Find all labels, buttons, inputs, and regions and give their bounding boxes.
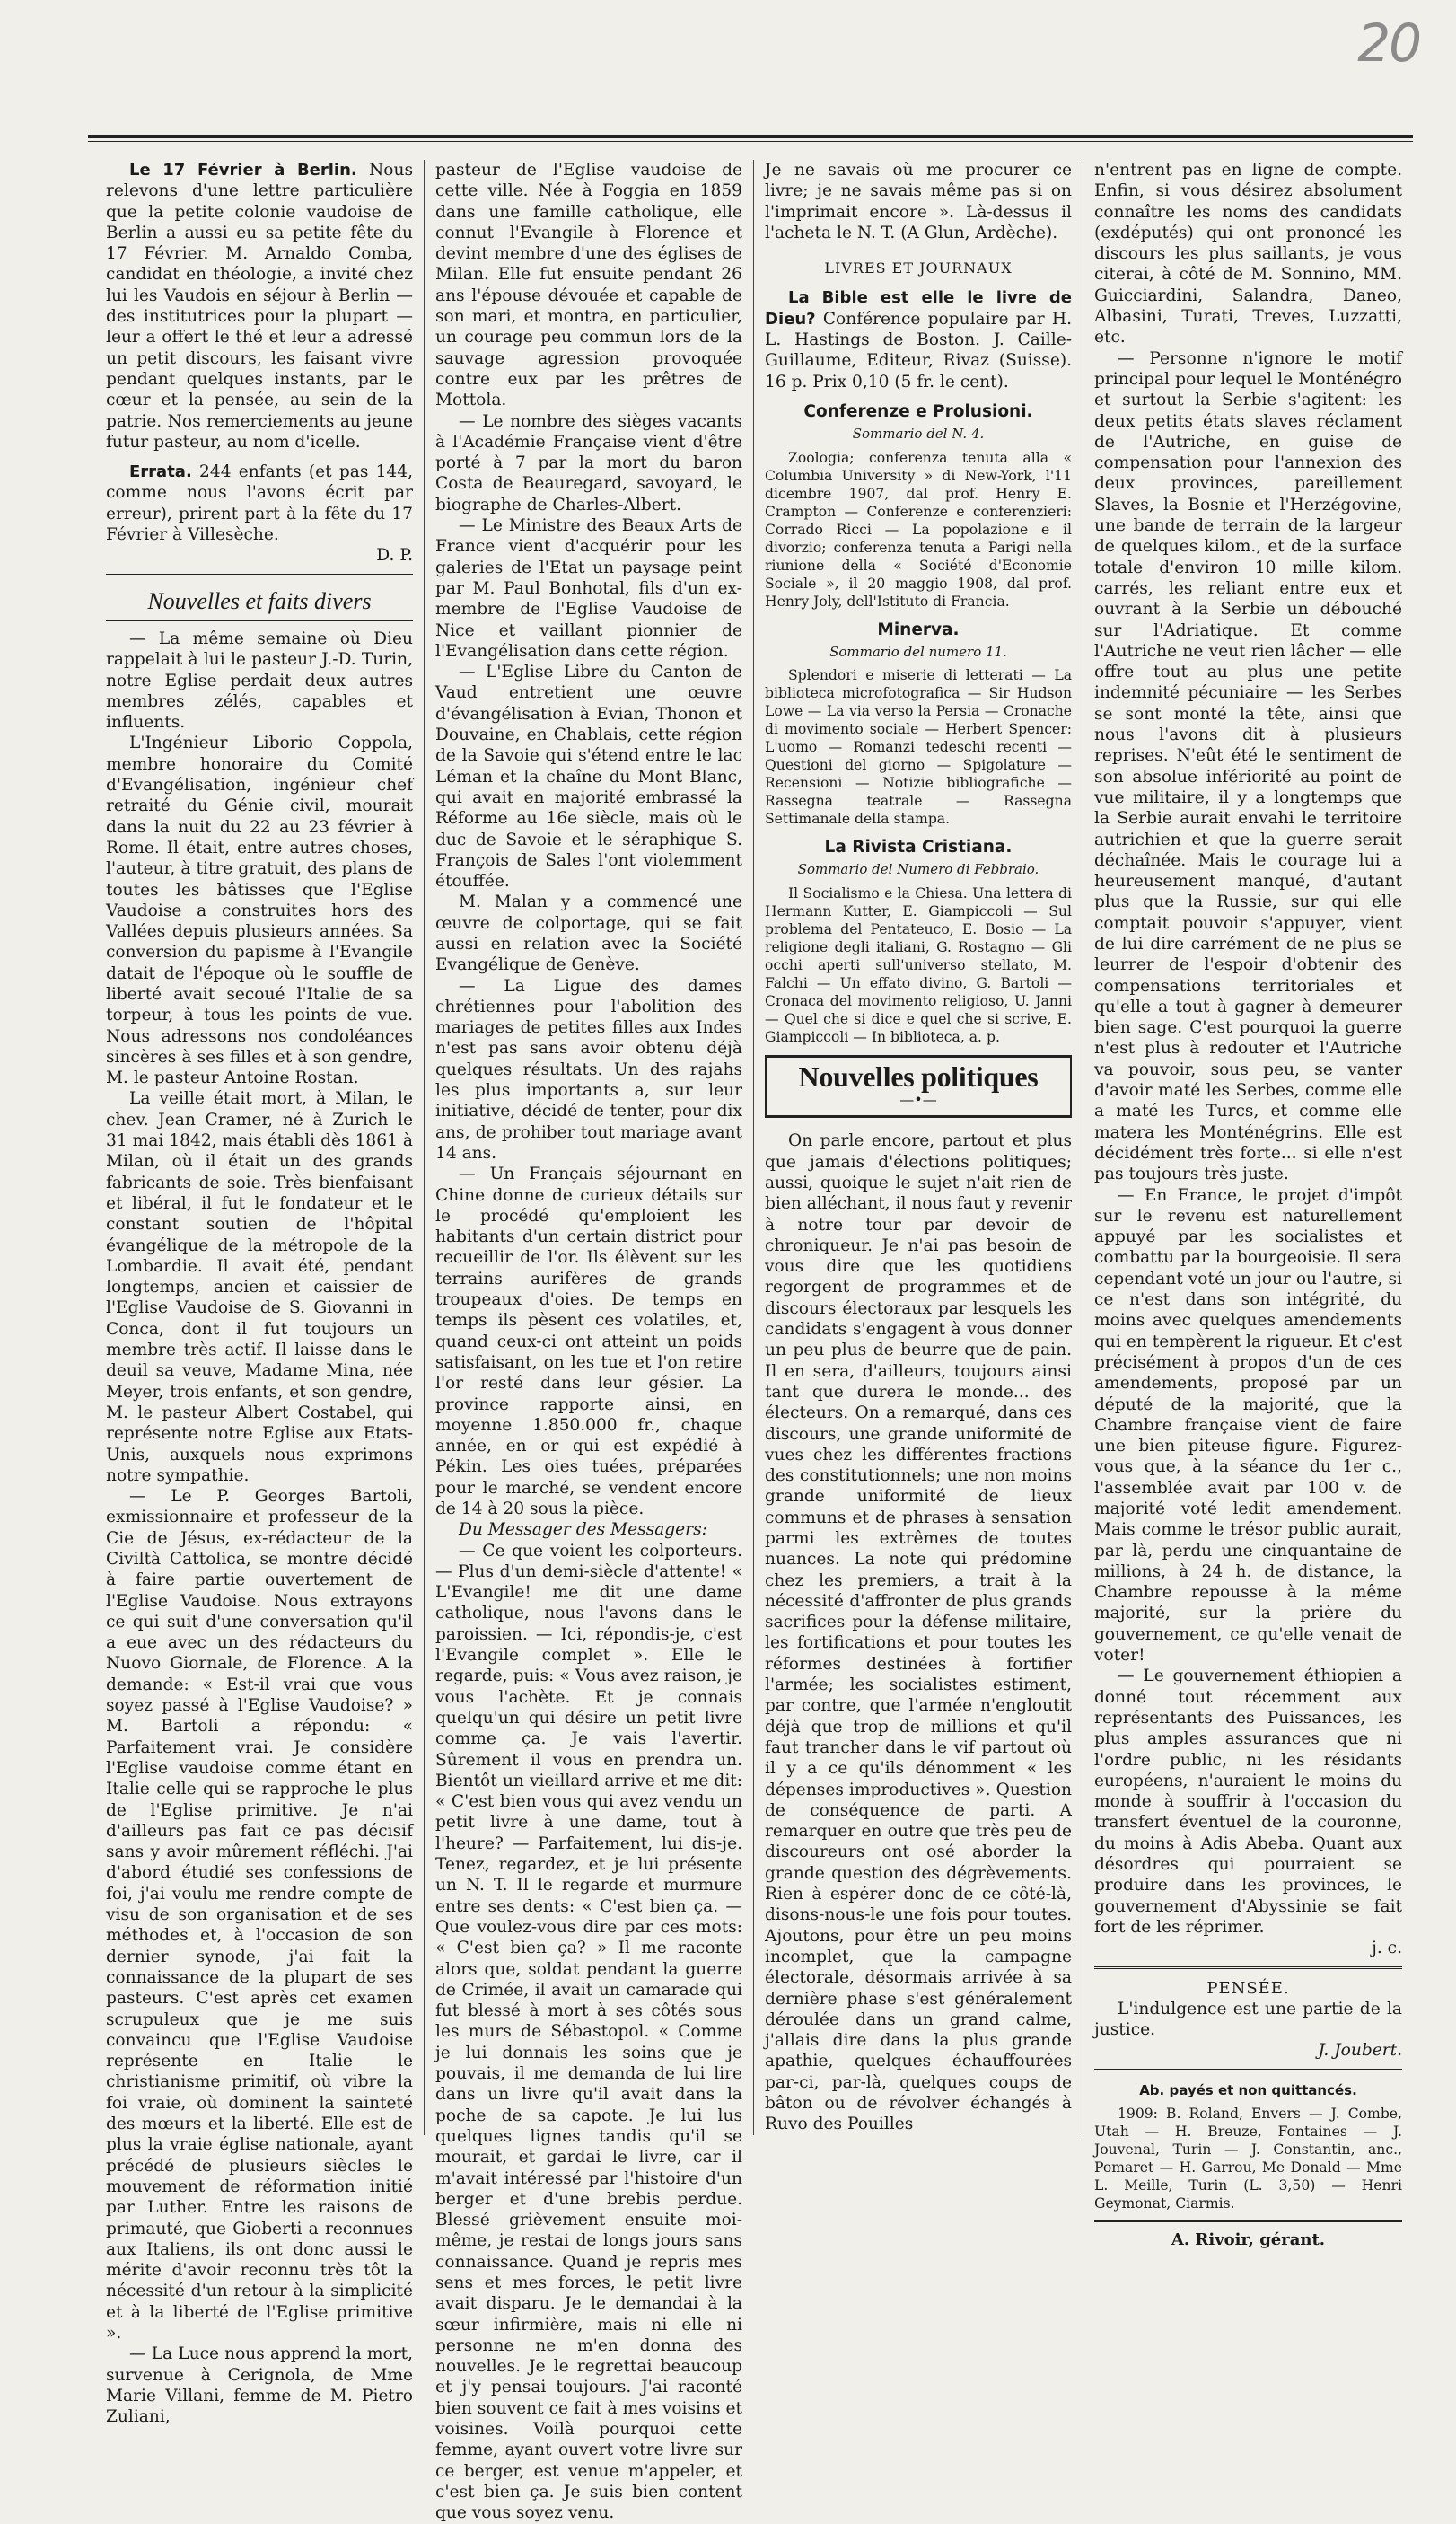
column-2 — [425, 160, 754, 2523]
abonnements-body: 1909: B. Roland, Envers — J. Combe, Utah — H. Breuze, Fontaines — J. Jouvenal, Turin — J. Constantin, anc., Pomaret — H. Garrou, Me Donald — Mme L. Meille, Turin (L. 3,50) — Henri Geymonat, Ciarmis. — [1094, 2106, 1402, 2212]
newspaper-columns — [95, 160, 1413, 2523]
news-item: — Le Ministre des Beaux Arts de France vient d'acquérir pour les galeries de l'Etat un paysage peint par M. Paul Bonhotal, fils d'un ex-membre de l'Eglise Vaudoise de Nice et vaillant pionnier de l'Evangélisation dans cette région. — [435, 516, 742, 661]
news-item: — Le gouvernement éthiopien a donné tout récemment aux représentants des Puissances, les plus amples assurances que ni l'ordre public, ni les résidants européens, n'auraient le moins du monde à souffrir à l'occasion du transfert éventuel de la couronne, du moins à Adis Abeba. Quant aux désordres qui pourraient se produire dans les provinces, le gouvernement d'Abyssinie se fait fort de les réprimer. — [1094, 1667, 1402, 1937]
abonnements-heading: Ab. payés et non quittancés. — [1139, 2081, 1357, 2098]
errata-body: 244 enfants (et pas 144, comme nous l'avons écrit par erreur), prirent part à la fête du 17 Février à Villesèche. — [106, 462, 413, 545]
news-item: n'entrent pas en ligne de compte. Enfin, si vous désirez absolument connaître les noms des candidats (exdéputés) qui ont prononcé les discours les plus saillants, je vous citerai, à côté de M. Sonnino, MM. Guicciardini, Salandra, Daneo, Albasini, Turati, Treves, Luzzatti, etc. — [1094, 161, 1402, 347]
politiques-body: On parle encore, partout et plus que jamais d'élections politiques; aussi, quoique le sujet n'ait rien de bien alléchant, il nous faut y revenir à notre tour par devoir de chroniqueur. Je n'ai pas besoin de vous dire que les quotidiens regorgent de programmes et de discours électoraux par lesquels les candidats s'engagent à vous donner un peu plus de beurre que de pain. Il en sera, d'ailleurs, toujours ainsi tant que durera le monde... des électeurs. On a remarqué, dans ces discours, une grande uniformité de vues chez les différentes fractions des constitutionnels; une non moins grande uniformité de lieux communs et de phrases à sensation parmi les extrêmes de toutes nuances. La note qui prédomine chez les premiers, a trait à la nécessité d'affronter de plus grands sacrifices pour la défense militaire, les fortifications et pour toutes les réformes destinées à fortifier l'armée; les socialistes estiment, par contre, que l'armée n'engloutit déjà que trop de millions et qu'il faut trancher dans le vif partout où il y a ce qu'ils dénomment « les dépenses improductives ». Question de conséquence de parti. A remarquer en outre que très peu de discoureurs ont osé aborder la grande question des dégrèvements. Rien à espérer donc de ce côté-là, disons-nous-le une fois pour toutes. Ajoutons, pour être un peu moins incomplet, que la campagne électorale, désormais arrivée à sa dernière phase s'est généralement déroulée dans un grand calme, j'allais dire dans la plus grande apathie, quelques échauffourées par-ci, par-là, quelques coups de bâton ou de révolver échangés à Ruvo des Pouilles — [765, 1131, 1072, 2134]
section-divider — [1094, 2069, 1402, 2071]
livres-journaux-heading: LIVRES ET JOURNAUX — [824, 259, 1013, 277]
pensee-heading: PENSÉE. — [1206, 1978, 1290, 1998]
errata-headline: Errata. — [129, 462, 192, 482]
minerva-subtitle: Sommario del numero 11. — [829, 643, 1007, 660]
politiques-title: Nouvelles politiques — [798, 1060, 1039, 1093]
news-item: Du Messager des Messagers: — [459, 1520, 707, 1540]
news-item: pasteur de l'Eglise vaudoise de cette ville. Née à Foggia en 1859 dans une famille catholique, elle connut l'Evangile à Florence et devint membre d'une des églises de Milan. Elle fut ensuite pendant 26 ans l'épouse dévouée et capable de son mari, et montra, en particulier, un courage peu commun lors de la sauvage agression provoquée contre eux par les prêtres de Mottola. — [435, 161, 742, 410]
news-item: — Le P. Georges Bartoli, exmissionnaire et professeur de la Cie de Jésus, ex-rédacteur de la Civiltà Cattolica, se montre décidé à faire partie ouvertement de l'Eglise Vaudoise. Nous extrayons ce qui suit d'une conversation qu'il a eue avec un des rédacteurs du Nuovo Giornale, de Florence. A la demande: « Est-il vrai que vous soyez passé à l'Eglise Vaudoise? » M. Bartoli a répondu: « Parfaitement vrai. Je considère l'Eglise vaudoise comme étant en Italie celle qui se rapproche le plus de l'Eglise primitive. Je n'ai d'ailleurs pas fait ce pas décisif sans y avoir mûrement réfléchi. J'ai d'abord étudié ses confessions de foi, j'ai voulu me rendre compte de visu de son organisation et de ses méthodes et, à l'occasion de son dernier synode, j'ai fait la connaissance de la plupart de ses pasteurs. C'est après cet examen scrupuleux que je me suis convaincu que l'Eglise Vaudoise représente en Italie le christianisme primitif, où vibre la foi vraie, où dominent la sainteté des mœurs et la liberté. Elle est de plus la vraie église nationale, ayant précédé de plusieurs siècles le mouvement de réformation initié par Luther. Entre les raisons de primauté, que Gioberti a reconnues aux Italiens, ils ont donc aussi le mérite d'avoir reconnu très tôt la nécessité d'un retour à la simplicité et à la liberté de l'Eglise primitive ». — [106, 1487, 413, 2343]
news-item: La veille était mort, à Milan, le chev. Jean Cramer, né à Zurich le 31 mai 1842, mais établi dès 1861 à Milan, où il était un des grands fabricants de soie. Très bienfaisant et libéral, il fut le fondateur et le constant soutien de l'hôpital évangélique de la métropole de la Lombardie. Il avait été, pendant longtemps, ancien et caissier de l'Eglise Vaudoise de S. Giovanni in Conca, dont il fut toujours un membre très actif. Il laisse dans le deuil sa veuve, Madame Mina, née Meyer, trois enfants, et son gendre, M. le pasteur Albert Costabel, qui représente notre Eglise aux Etats-Unis, auxquels nous exprimons notre sympathie. — [106, 1089, 413, 1485]
berlin-headline: Le 17 Février à Berlin. — [129, 161, 357, 180]
article-signature: j. c. — [1372, 1939, 1402, 1958]
rivista-subtitle: Sommario del Numero di Febbraio. — [797, 861, 1039, 878]
minerva-body: Splendori e miserie di letterati — La biblioteca microfotografica — Sir Hudson Lowe — La via verso la Persia — Cronache di movimento sociale — Herbert Spencer: L'uomo — Romanzi tedeschi recenti — Questioni del giorno — Spigolature — Recensioni — Notizie bibliografiche — Rassegna teatrale — Rassegna Settimanale della stampa. — [765, 667, 1072, 828]
rivista-title: La Rivista Cristiana. — [824, 838, 1013, 857]
news-item: M. Malan y a commencé une œuvre de colportage, qui se fait aussi en relation avec la Société Evangélique de Genève. — [435, 893, 742, 975]
news-item: — La Luce nous apprend la mort, survenue à Cerignola, de Mme Marie Villani, femme de M. Pietro Zuliani, — [106, 2344, 413, 2427]
pensee-body: L'indulgence est une partie de la justice. — [1094, 1999, 1402, 2040]
news-item: — Le nombre des sièges vacants à l'Académie Française vient d'être porté à 7 par la mort du baron Costa de Beauregard, savoyard, le biographe de Charles-Albert. — [435, 411, 742, 514]
bible-body: Conférence populaire par H. L. Hastings de Boston. J. Caille-Guillaume, Editeur, Rivaz (Suisse). 16 p. Prix 0,10 (5 fr. le cent). — [765, 309, 1072, 391]
section-divider — [1094, 2220, 1402, 2222]
conferenze-subtitle: Sommario del N. 4. — [852, 426, 985, 443]
column-3 — [754, 160, 1083, 2135]
minerva-title: Minerva. — [877, 620, 960, 639]
pensee-signature: J. Joubert. — [1318, 2041, 1402, 2061]
section-divider — [106, 620, 413, 621]
conferenze-title: Conferenze e Prolusioni. — [803, 401, 1033, 421]
page-number: 20 — [1357, 13, 1420, 74]
ornament-divider: —•— — [899, 1091, 937, 1109]
news-item: — En France, le projet d'impôt sur le revenu est naturellement appuyé par les socialistes et combattu par la bourgeoisie. Il sera cependant voté un jour ou l'autre, si ce n'est dans son intégrité, du moins avec quelques amendements qui en tempèrent la rigueur. Et c'est précisément à propos d'un de ces amendements, proposé par un député de la majorité, que la Chambre française vient de faire une bien piteuse figure. Figurez-vous que, à la séance du 1er c., l'assemblée avait par 100 v. de majorité voté ledit amendement. Mais comme le trésor public aurait, par là, perdu une cinquantaine de millions, à 24 h. de distance, la Chambre repousse à la même majorité, sur la prière du gouvernement, ce qu'elle venait de voter! — [1094, 1185, 1402, 1666]
top-rule — [88, 135, 1413, 142]
berlin-body: Nous relevons d'une lettre particulière que la petite colonie vaudoise de Berlin a aussi eu sa petite fête du 17 Février. M. Arnaldo Comba, candidat en théologie, a invité chez lui les Vaudois en séjour à Berlin — des institutrices pour la plupart — leur a offert le thé et leur a adressé un petit discours, les faisant vivre pendant quelques instants, par le cœur et la pensée, au sein de la patrie. Nos remerciements au jeune futur pasteur, au nom d'icelle. — [106, 161, 413, 452]
section-divider — [1094, 1966, 1402, 1969]
news-item: — La même semaine où Dieu rappelait à lui le pasteur J.-D. Turin, notre Eglise perdait deux autres membres zélés, capables et influents. — [106, 629, 413, 733]
rivista-body: Il Socialismo e la Chiesa. Una lettera di Hermann Kutter, E. Giampiccoli — Sul problema del Pentateuco, E. Bosio — La religione degli italiani, G. Rostagno — Gli occhi aperti sull'universo stellato, M. Falchi — Un effato divino, G. Bartoli — Cronaca del movimento religioso, U. Janni — Quel che si dice e quel che si scrive, E. Giampiccoli — In biblioteca, a. p. — [765, 884, 1072, 1045]
gerant-line: A. Rivoir, gérant. — [1171, 2230, 1326, 2250]
errata-signature: D. P. — [376, 546, 413, 566]
news-item: Je ne savais où me procurer ce livre; je ne savais même pas si on l'imprimait encore ». Là-dessus il l'acheta le N. T. (A Glun, Ardèche). — [765, 161, 1072, 242]
news-item: — Un Français séjournant en Chine donne de curieux détails sur le procédé qu'emploient les habitants d'un certain district pour recueillir de l'or. Ils élèvent sur les terrains aurifères de grands troupeaux d'oies. De temps en temps ils pèsent ces volatiles, et, quand ceux-ci ont atteint un poids satisfaisant, on les tue et l'on retire l'or resté dans leur gésier. La province rapporte ainsi, en moyenne 1.850.000 fr., chaque année, en or qui est expédié à Pékin. Les oies tuées, préparées pour le marché, se vendent encore de 14 à 20 sous la pièce. — [435, 1165, 742, 1518]
column-1 — [95, 160, 425, 2427]
politiques-heading-box — [765, 1055, 1072, 1119]
conferenze-body: Zoologia; conferenza tenuta alla « Columbia University » di New-York, l'11 dicembre 1907, dal prof. Henry E. Crampton — Conferenze e conferenzieri: Corrado Ricci — La popolazione e il divorzio; conferenza tenuta a Parigi nella riunione della « Société d'Economie Sociale », il 20 maggio 1908, dal prof. Henry Joly, dell'Istituto di Francia. — [765, 449, 1072, 610]
column-4 — [1083, 160, 1413, 2250]
section-divider — [106, 574, 413, 575]
news-item: — L'Eglise Libre du Canton de Vaud entretient une œuvre d'évangélisation à Evian, Thonon et Douvaine, en Chablais, cette région de la Savoie qui s'étend entre le lac Léman et la chaîne du Mont Blanc, qui avait en majorité embrassé la Réforme au 16e siècle, mais où le duc de Savoie et le séraphique S. François de Sales l'ont violemment étouffée. — [435, 663, 742, 892]
bible-headline: La Bible est elle le livre de Dieu? — [765, 288, 1072, 329]
news-item: — Personne n'ignore le motif principal pour lequel le Monténégro et surtout la Serbie s'agitent: les deux petits états slaves réclament de l'Autriche, en guise de compensation pour l'annexion des deux provinces, pareillement Slaves, la Bosnie et l'Herzégovine, une bande de terrain de la largeur de quelques kilom., et de la surface totale d'environ 10 mille kilom. carrés, les reliant entre eux et ouvrant à la Serbie un débouché sur l'Adriatique. Et comme l'Autriche ne veut rien lâcher — elle offre tout au plus une petite indemnité pécuniaire — les Serbes se sont monté la tête, ainsi que nous l'avons dit à plusieurs reprises. N'eût été le sentiment de son absolue infériorité au point de vue militaire, il y a longtemps que la Serbie aurait envahi le territoire autrichien et que la guerre serait déchaînée. Mais le courage lui a heureusement manqué, d'autant plus que la Russie, sur qui elle comptait pouvoir s'appuyer, vient de lui dire carrément de ne plus se leurrer de l'espoir d'obtenir des compensations territoriales et qu'elle a tout à gagner à demeurer bien sage. C'est pourquoi la guerre n'est plus à redouter et l'Autriche va pouvoir, sous peu, se vanter d'avoir maté les Serbes, comme elle a maté les Turcs, et comme elle matera les Monténégrins. Elle est décidément très forte... si elle n'est pas toujours très juste. — [1094, 348, 1402, 1184]
news-item: L'Ingénieur Liborio Coppola, membre honoraire du Comité d'Evangélisation, ingénieur chef retraité du Génie civil, mourait dans la nuit du 22 au 23 février à Rome. Il était, entre autres choses, l'auteur, à titre gratuit, des plans de toutes les bâtisses que l'Eglise Vaudoise a construites hors des Vallées depuis plusieurs années. Sa conversion du papisme à l'Evangile datait de l'époque où le souffle de liberté avait secoué l'Italie de sa torpeur, à tous les points de vue. Nous adressons nos condoléances sincères à ses filles et à son gendre, M. le pasteur Antoine Rostan. — [106, 734, 413, 1088]
news-item: — La Ligue des dames chrétiennes pour l'abolition des mariages de petites filles aux Indes n'est pas sans avoir obtenu déjà quelques résultats. Un des rajahs les plus importants a, sur leur initiative, décidé de tenter, pour dix ans, de prohiber tout mariage avant 14 ans. — [435, 976, 742, 1163]
section-title-faits-divers: Nouvelles et faits divers — [147, 587, 372, 614]
news-item: — Ce que voient les colporteurs. — Plus d'un demi-siècle d'attente! « L'Evangile! me dit une dame catholique, nous l'avons dans le paroissien. — Ici, répondis-je, c'est l'Evangile complet ». Elle le regarde, puis: « Vous avez raison, je vous l'achète. Et je connais quelqu'un qui désire un petit livre comme ça. Je vais l'avertir. Sûrement il vous en prendra un. Bientôt un vieillard arrive et me dit: « C'est bien vous qui avez vendu un petit livre à une dame, tout à l'heure? — Parfaitement, lui dis-je. Tenez, regardez, et je lui présente un N. T. Il le regarde et murmure entre ses dents: « C'est bien ça. — Que voulez-vous dire par ces mots: « C'est bien ça? » Il me raconte alors que, soldat pendant la guerre de Crimée, il avait un camarade qui fut blessé à mort à ses côtés sous les murs de Sébastopol. « Comme je lui donnais les soins que je pouvais, il me demanda de lui lire dans un livre qu'il avait dans la poche de sa capote. Je lui lus quelques lignes tandis qu'il se mourait, et gardai le livre, car il m'avait intéressé par l'histoire d'un berger et d'une brebis perdue. Blessé grièvement ensuite moi-même, je restai de longs jours sans connaissance. Quand je repris mes sens et mes forces, le petit livre avait disparu. Je le demandai à la sœur infirmière, mais ni elle ni personne ne m'en donna des nouvelles. Je le regrettai beaucoup et j'y pensai toujours. J'ai raconté bien souvent ce fait à mes voisins et voisines. Voilà pourquoi cette femme, ayant ouvert votre livre sur ce berger, est venue m'appeler, et c'est bien ça. Je suis bien content que vous soyez venu. — [435, 1541, 742, 2523]
